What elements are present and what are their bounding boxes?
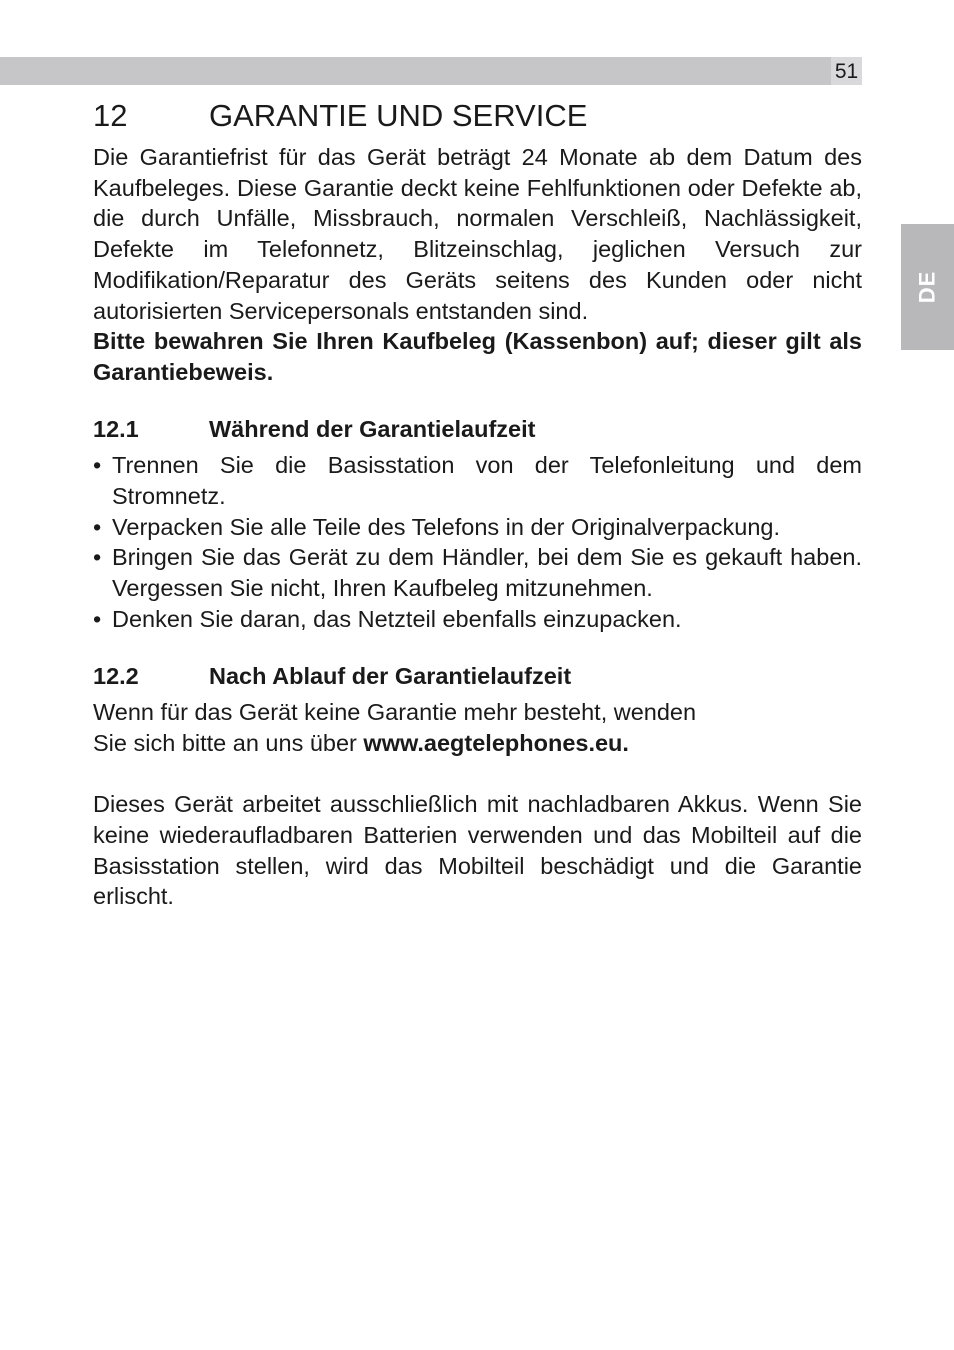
paragraph-spacer xyxy=(93,759,862,790)
bullet-point: • xyxy=(93,452,102,479)
warranty-steps-list xyxy=(93,450,862,634)
section-title: GARANTIE UND SERVICE xyxy=(209,98,588,133)
header-bar xyxy=(0,57,831,85)
list-item: • Denken Sie daran, das Netzteil ebenfalls einzupacken. xyxy=(93,604,862,635)
bullet-point: • xyxy=(93,544,102,571)
subsection-title-1: Während der Garantielaufzeit xyxy=(209,415,536,442)
language-tab xyxy=(901,224,954,350)
language-tab-label: DE xyxy=(914,270,940,304)
list-item: • Verpacken Sie alle Teile des Telefons in der Originalverpackung. xyxy=(93,512,862,543)
subsection-number-2: 12.2 xyxy=(93,662,139,689)
website-link[interactable]: www.aegtelephones.eu. xyxy=(363,729,629,756)
subsection-heading-2 xyxy=(93,661,862,692)
battery-note: Dieses Gerät arbeitet ausschließlich mit nachladbaren Akkus. Wenn Sie keine wiederaufladbaren Batterien verwenden und das Mobilteil auf die Basisstation stellen, wird das Mobilteil beschädigt und die Garantie erlischt. xyxy=(93,791,862,910)
bullet-point: • xyxy=(93,605,102,632)
post-warranty-line-2: Sie sich bitte an uns über www.aegtelephones.eu. xyxy=(93,729,629,756)
warranty-intro: Die Garantiefrist für das Gerät beträgt 24 Monate ab dem Datum des Kaufbeleges. Diese Garantie deckt keine Fehlfunktionen oder Defekte ab, die durch Unfälle, Missbrauch, normalen Verschleiß, Nachlässigkeit, Defekte im Telefonnetz, Blitzeinschlag, jeglichen Versuch zur Modifikation/Reparatur des Geräts seitens des Kunden oder nicht autorisierten Servicepersonals entstanden sind. xyxy=(93,144,862,324)
section-heading xyxy=(93,94,862,138)
list-item: • Bringen Sie das Gerät zu dem Händler, bei dem Sie es gekauft haben. Vergessen Sie nicht, Ihren Kaufbeleg mitzunehmen. xyxy=(93,544,862,602)
warranty-notice: Bitte bewahren Sie Ihren Kaufbeleg (Kassenbon) auf; dieser gilt als Garantiebeweis. xyxy=(93,328,862,385)
bullet-point: • xyxy=(93,513,102,540)
list-item: • Trennen Sie die Basisstation von der Telefonleitung und dem Stromnetz. xyxy=(93,452,862,510)
subsection-heading-1 xyxy=(93,414,862,445)
page-content xyxy=(93,94,862,912)
page-number: 51 xyxy=(831,57,862,85)
post-warranty-line-1: Wenn für das Gerät keine Garantie mehr besteht, wenden xyxy=(93,699,697,726)
subsection-title-2: Nach Ablauf der Garantielaufzeit xyxy=(209,662,572,689)
section-number: 12 xyxy=(93,98,128,133)
subsection-number-1: 12.1 xyxy=(93,415,139,442)
